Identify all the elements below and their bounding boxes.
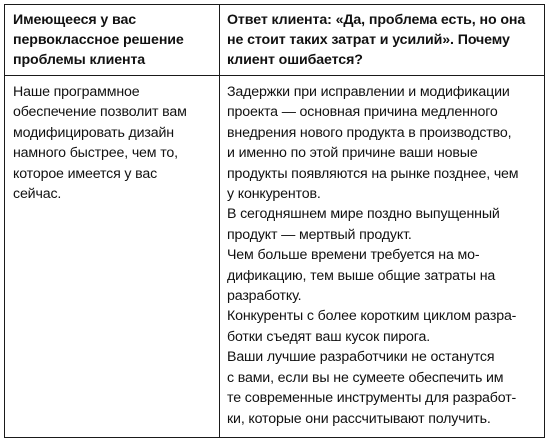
solution-text-line: сейчас. <box>13 186 62 203</box>
reason-text-line: разработку. <box>227 288 302 305</box>
header-answer-line: не стоит таких затрат и усилий». Почему <box>227 32 510 48</box>
reason-text-line: Ваши лучшие разработчики не останутся <box>227 349 495 366</box>
header-answer-line: Ответ клиента: «Да, проблема есть, но она <box>227 12 526 28</box>
header-cell-solution <box>13 10 213 70</box>
header-solution-line: проблемы клиента <box>13 52 146 68</box>
header-solution-line: Имеющееся у вас <box>13 12 137 28</box>
reason-text-line: Задержки при исправлении и модификации <box>227 84 510 100</box>
header-solution-line: первоклассное решение <box>13 32 184 48</box>
solution-text-line: обеспечение позволит вам <box>13 104 187 121</box>
reason-text-line: В сегодняшнем мире поздно выпущенный <box>227 206 500 223</box>
solution-text-line: Наше программное <box>13 84 140 100</box>
reason-text-line: ки, которые они рассчитывают получить. <box>227 410 491 427</box>
reason-text-line: Конкуренты с более коротким циклом разра- <box>227 308 517 325</box>
reason-text-line: продукт — мертвый продукт. <box>227 226 412 243</box>
comparison-table <box>4 4 545 438</box>
solution-text-line: модифицировать дизайн <box>13 124 174 141</box>
reason-text-line: проекта — основная причина медленного <box>227 104 498 121</box>
solution-text-line: намного быстрее, чем то, <box>13 145 178 162</box>
reason-text-line: внедрения нового продукта в производство, <box>227 124 512 141</box>
body-cell-solution <box>13 82 213 204</box>
column-divider <box>219 5 220 437</box>
body-cell-reasons <box>227 82 543 429</box>
reason-text-line: Чем больше времени требуется на мо- <box>227 247 480 264</box>
reason-text-line: с вами, если вы не сумеете обеспечить им <box>227 369 504 386</box>
reason-text-line: ботки съедят ваш кусок пирога. <box>227 328 430 345</box>
reason-text-line: дификацию, тем выше общие затраты на <box>227 267 496 284</box>
reason-text-line: те современные инструменты для разработ- <box>227 390 517 407</box>
reason-text-line: у конкурентов. <box>227 186 321 203</box>
header-cell-client-answer <box>227 10 543 70</box>
solution-text-line: которое имеется у вас <box>13 165 158 182</box>
reason-text-line: продукты появляются на рынке позднее, чем <box>227 165 519 182</box>
header-answer-line: клиент ошибается? <box>227 52 363 68</box>
reason-text-line: и именно по этой причине ваши новые <box>227 145 478 162</box>
